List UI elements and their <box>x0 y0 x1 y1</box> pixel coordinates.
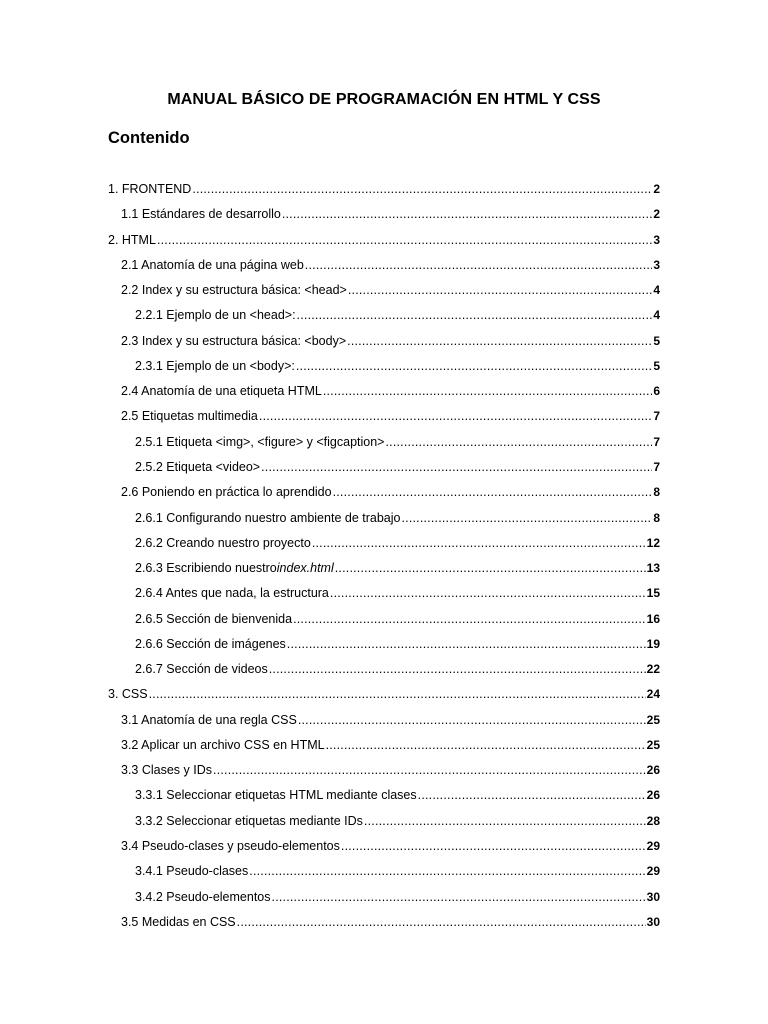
toc-page-number: 4 <box>653 283 660 297</box>
toc-entry[interactable] <box>108 230 660 248</box>
toc-entry[interactable] <box>135 634 660 652</box>
toc-entry-label: 2.6 Poniendo en práctica lo aprendido <box>121 485 332 499</box>
toc-dot-leader <box>347 333 652 349</box>
toc-dot-leader <box>297 307 653 323</box>
toc-entry-label: 3.2 Aplicar un archivo CSS en HTML <box>121 738 325 752</box>
toc-entry-label: 2.6.6 Sección de imágenes <box>135 637 286 651</box>
toc-dot-leader <box>192 181 652 197</box>
toc-entry-label: 2.3 Index y su estructura básica: <body> <box>121 334 347 348</box>
toc-page-number: 19 <box>646 637 660 651</box>
toc-heading: Contenido <box>108 129 190 147</box>
toc-page-number: 4 <box>653 308 660 322</box>
toc-dot-leader <box>296 358 652 374</box>
toc-entry-label-italic: index.html <box>276 561 334 575</box>
toc-dot-leader <box>305 257 653 273</box>
toc-entry-label: 2. HTML <box>108 233 156 247</box>
toc-entry[interactable] <box>135 811 660 829</box>
toc-entry[interactable] <box>121 331 660 349</box>
toc-dot-leader <box>333 484 653 500</box>
toc-entry-label: 2.5 Etiquetas multimedia <box>121 409 258 423</box>
toc-page-number: 7 <box>653 460 660 474</box>
toc-page-number: 8 <box>653 511 660 525</box>
toc-entry[interactable] <box>135 558 660 576</box>
toc-entry[interactable] <box>121 735 660 753</box>
toc-page-number: 7 <box>653 435 660 449</box>
toc-page-number: 30 <box>646 915 660 929</box>
toc-entry[interactable] <box>108 179 660 197</box>
toc-entry[interactable] <box>121 912 660 930</box>
toc-page-number: 22 <box>646 662 660 676</box>
toc-entry[interactable] <box>135 887 660 905</box>
toc-entry[interactable] <box>121 255 660 273</box>
toc-page-number: 7 <box>653 409 660 423</box>
toc-entry[interactable] <box>121 280 660 298</box>
toc-dot-leader <box>341 838 646 854</box>
toc-entry-label: 3.4 Pseudo-clases y pseudo-elementos <box>121 839 340 853</box>
toc-entry[interactable] <box>135 861 660 879</box>
toc-entry-label: 1. FRONTEND <box>108 182 192 196</box>
toc-page-number: 12 <box>646 536 660 550</box>
toc-entry-label: 3.3.1 Seleccionar etiquetas HTML mediante clases <box>135 788 417 802</box>
toc-page-number: 26 <box>646 788 660 802</box>
toc-entry[interactable] <box>121 836 660 854</box>
toc-entry-label: 2.2 Index y su estructura básica: <head> <box>121 283 347 297</box>
toc-page-number: 3 <box>653 258 660 272</box>
toc-dot-leader <box>213 762 646 778</box>
toc-entry-label: 2.6.4 Antes que nada, la estructura <box>135 586 329 600</box>
toc-dot-leader <box>157 232 652 248</box>
toc-entry-label: 2.6.5 Sección de bienvenida <box>135 612 293 626</box>
toc-entry-label: 2.6.7 Sección de videos <box>135 662 268 676</box>
toc-dot-leader <box>272 889 646 905</box>
toc-dot-leader <box>385 434 652 450</box>
toc-entry[interactable] <box>121 406 660 424</box>
toc-page-number: 29 <box>646 839 660 853</box>
toc-page-number: 30 <box>646 890 660 904</box>
toc-entry-label: 2.2.1 Ejemplo de un <head>: <box>135 308 296 322</box>
toc-entry-label: 3. CSS <box>108 687 148 701</box>
toc-entry-label: 2.6.2 Creando nuestro proyecto <box>135 536 311 550</box>
toc-page-number: 2 <box>653 182 660 196</box>
toc-dot-leader <box>335 560 646 576</box>
toc-page-number: 28 <box>646 814 660 828</box>
toc-entry[interactable] <box>135 609 660 627</box>
toc-dot-leader <box>287 636 646 652</box>
toc-entry-label: 2.1 Anatomía de una página web <box>121 258 304 272</box>
toc-entry-label: 2.4 Anatomía de una etiqueta HTML <box>121 384 322 398</box>
toc-dot-leader <box>326 737 646 753</box>
toc-entry-label: 3.4.1 Pseudo-clases <box>135 864 249 878</box>
toc-page-number: 25 <box>646 738 660 752</box>
toc-page-number: 6 <box>653 384 660 398</box>
toc-page-number: 16 <box>646 612 660 626</box>
toc-entry[interactable] <box>135 659 660 677</box>
toc-page-number: 29 <box>646 864 660 878</box>
toc-entry-label: 2.3.1 Ejemplo de un <body>: <box>135 359 295 373</box>
toc-entry[interactable] <box>121 710 660 728</box>
toc-dot-leader <box>298 712 646 728</box>
toc-entry-label: 3.4.2 Pseudo-elementos <box>135 890 271 904</box>
toc-dot-leader <box>282 206 652 222</box>
toc-entry[interactable] <box>135 432 660 450</box>
toc-entry-label: 2.6.1 Configurando nuestro ambiente de trabajo <box>135 511 401 525</box>
toc-dot-leader <box>418 787 646 803</box>
toc-dot-leader <box>237 914 646 930</box>
toc-entry[interactable] <box>135 305 660 323</box>
toc-dot-leader <box>149 686 646 702</box>
toc-dot-leader <box>364 813 646 829</box>
toc-entry[interactable] <box>135 508 660 526</box>
toc-entry[interactable] <box>135 457 660 475</box>
toc-entry-label: 3.3 Clases y IDs <box>121 763 213 777</box>
toc-entry-label: 2.5.2 Etiqueta <video> <box>135 460 261 474</box>
toc-dot-leader <box>323 383 652 399</box>
toc-dot-leader <box>259 408 652 424</box>
toc-dot-leader <box>261 459 652 475</box>
toc-dot-leader <box>269 661 646 677</box>
toc-entry[interactable] <box>108 684 660 702</box>
toc-entry-label: 2.5.1 Etiqueta <img>, <figure> y <figcaption> <box>135 435 385 449</box>
toc-page-number: 13 <box>646 561 660 575</box>
toc-entry[interactable] <box>135 583 660 601</box>
toc-page-number: 5 <box>653 359 660 373</box>
toc-dot-leader <box>249 863 645 879</box>
toc-page-number: 3 <box>653 233 660 247</box>
toc-dot-leader <box>330 585 646 601</box>
toc-entry[interactable] <box>121 482 660 500</box>
toc-page-number: 25 <box>646 713 660 727</box>
toc-dot-leader <box>401 510 652 526</box>
toc-page-number: 8 <box>653 485 660 499</box>
toc-dot-leader <box>293 611 646 627</box>
toc-entry-label: 1.1 Estándares de desarrollo <box>121 207 281 221</box>
toc-entry-label: 3.5 Medidas en CSS <box>121 915 236 929</box>
toc-dot-leader <box>312 535 646 551</box>
toc-page-number: 2 <box>653 207 660 221</box>
toc-page-number: 15 <box>646 586 660 600</box>
toc-entry[interactable] <box>135 356 660 374</box>
toc-entry-label: 3.1 Anatomía de una regla CSS <box>121 713 297 727</box>
toc-entry[interactable] <box>135 785 660 803</box>
toc-dot-leader <box>348 282 652 298</box>
document-title: MANUAL BÁSICO DE PROGRAMACIÓN EN HTML Y CSS <box>167 91 601 108</box>
toc-page-number: 5 <box>653 334 660 348</box>
toc-entry-label: 3.3.2 Seleccionar etiquetas mediante IDs <box>135 814 363 828</box>
toc-entry-label: 2.6.3 Escribiendo nuestro <box>135 561 277 575</box>
toc-entry[interactable] <box>121 760 660 778</box>
toc-entry[interactable] <box>121 381 660 399</box>
toc-entry[interactable] <box>135 533 660 551</box>
toc-entry[interactable] <box>121 204 660 222</box>
toc-page-number: 24 <box>646 687 660 701</box>
toc-page-number: 26 <box>646 763 660 777</box>
